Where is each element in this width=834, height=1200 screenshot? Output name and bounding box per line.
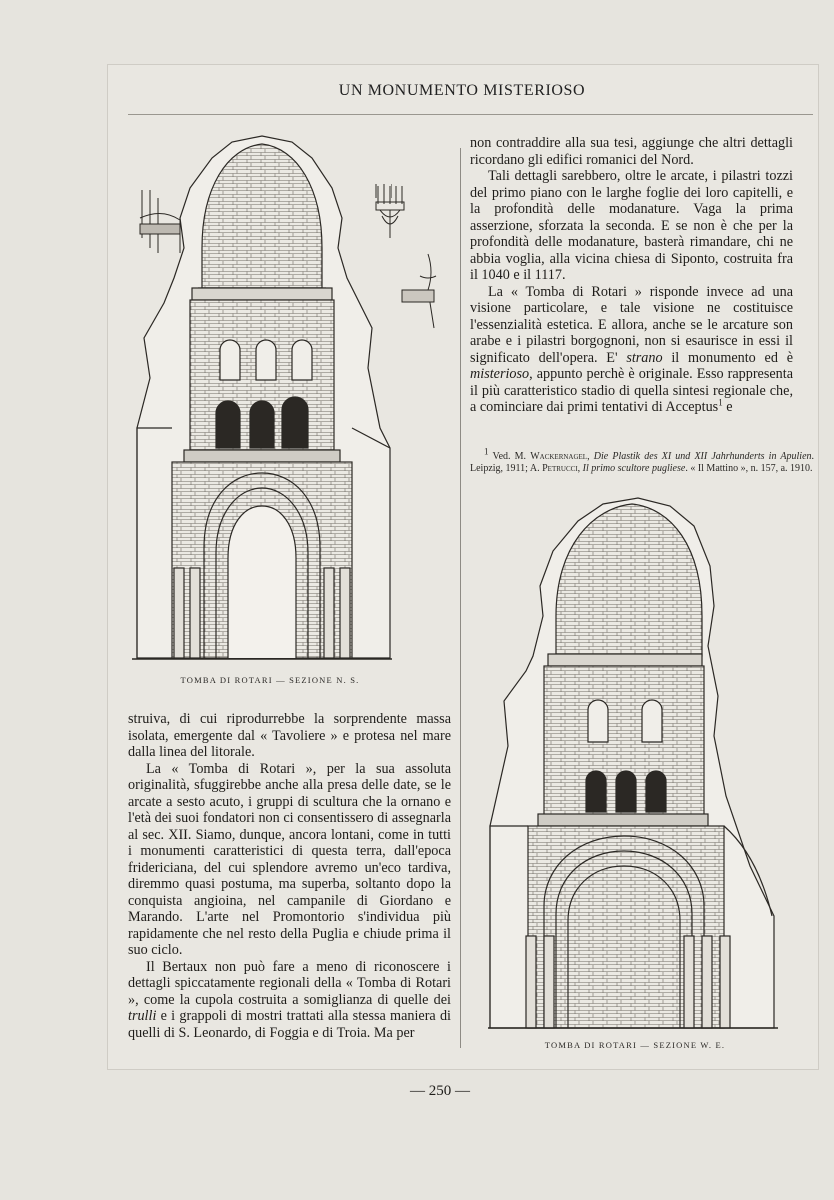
running-head: UN MONUMENTO MISTERIOSO (338, 82, 586, 99)
illustration-capital-detail (374, 180, 444, 330)
text-run: . « Il Mattino », n. 157, a. 1910. (685, 463, 813, 474)
text-run: e i grappoli di mostri trattati alla stessa maniera di quelli di S. Leonardo, di Foggia e di Troia. Ma per (128, 1008, 451, 1041)
caption-section-we: TOMBA DI ROTARI — SEZIONE W. E. (544, 1040, 726, 1050)
text-run: , appunto perchè è originale. Esso rappresenta il più caratteristico stadio di quella sintesi regionale che, a cominciare dai primi tentativi di Acceptus (470, 366, 793, 415)
text-run: il monumento ed è (662, 349, 793, 366)
header-rule (128, 114, 813, 115)
text-run: La « Tomba di Rotari » risponde invece ad una visione particolare, e tale visione ne costituisce l'essenzialità estetica. E allora, anche se le arcature son arabe e i pilastri borgognoni, non si esaurisce in essi il significato dell'opera. E' (470, 283, 793, 366)
page-number: — 250 — (410, 1083, 470, 1099)
italic-run: strano (626, 349, 663, 366)
book-title: Die Plastik des XI und XII Jahrhunderts in Apulien (593, 451, 812, 462)
paragraph: La « Tomba di Rotari », per la sua assoluta originalità, sfuggirebbe anche alla presa delle date, se le arcate a sesto acuto, i gruppi di scultura che la ornano e l'età dei suoi fondatori non ci consentissero di assegnarla al sec. XII. Siamo, dunque, ancora lontani, come in tutti i monumenti caratteristici di questa terra, dall'epoca fridericiana, del cui splendore avremo un'eco tardiva, diremmo quasi postuma, ma superba, soltanto dopo la conquista angioina, nel campanile di Giordano e Marando. L'arte nel Promontorio s'individua più rapidamente che nel resto della Puglia e chiude prima il suo ciclo. (128, 760, 451, 958)
footnote-text: 1 Ved. M. Wackernagel, Die Plastik des XI und XII Jahrhunderts in Apulien. Leipzig, 1911; A. Petrucci, Il primo scultore pugliese. « Il Mattino », n. 157, a. 1910. (470, 446, 815, 474)
paragraph (128, 959, 451, 1042)
text-run: e (722, 399, 733, 415)
text-run: Il Bertaux non può fare a meno di riconoscere i dettagli spiccatamente regionali della « Tomba di Rotari », come la cupola costruita a somiglianza di quelle dei (128, 958, 451, 1008)
footnote (470, 446, 815, 475)
author-name: Wackernagel (530, 451, 588, 462)
illustration-section-we (488, 496, 778, 1030)
footnote-reference: 1 (718, 397, 723, 408)
text-run: . Leipzig, 1911; A. (470, 451, 815, 474)
paragraph (470, 284, 793, 416)
paragraph: non contraddire alla sua tesi, aggiunge che altri dettagli ricordano gli edifici romanici del Nord. (470, 135, 793, 168)
paragraph: Tali dettagli sarebbero, oltre le arcate, i pilastri tozzi del primo piano con le larghe foglie dei loro capitelli, e la profondità delle modanature. Vaga la prima asserzione, sforzata la seconda. E se non è che per la profondità delle modanature, basterà rimandare, chi ne abbia voglia, alla vicina chiesa di Siponto, costruita fra il 1040 e il 1117. (470, 168, 793, 283)
author-name: Petrucci (542, 463, 578, 474)
italic-run: misterioso (470, 366, 530, 382)
paragraph: struiva, di cui riprodurrebbe la sorprendente massa isolata, emergente dal « Tavoliere » e protesa nel mare dalla linea del litorale. (128, 711, 451, 760)
footnote-marker: 1 (484, 446, 489, 457)
text-left-lower (128, 711, 451, 1041)
text-run: Ved. M. (488, 451, 531, 462)
book-title: Il primo scultore pugliese (582, 463, 686, 474)
caption-section-ns: TOMBA DI ROTARI — SEZIONE N. S. (180, 675, 360, 685)
column-divider (460, 148, 461, 1048)
text-right-upper (470, 135, 793, 416)
italic-run: trulli (128, 1008, 157, 1024)
illustration-section-ns (132, 128, 392, 660)
